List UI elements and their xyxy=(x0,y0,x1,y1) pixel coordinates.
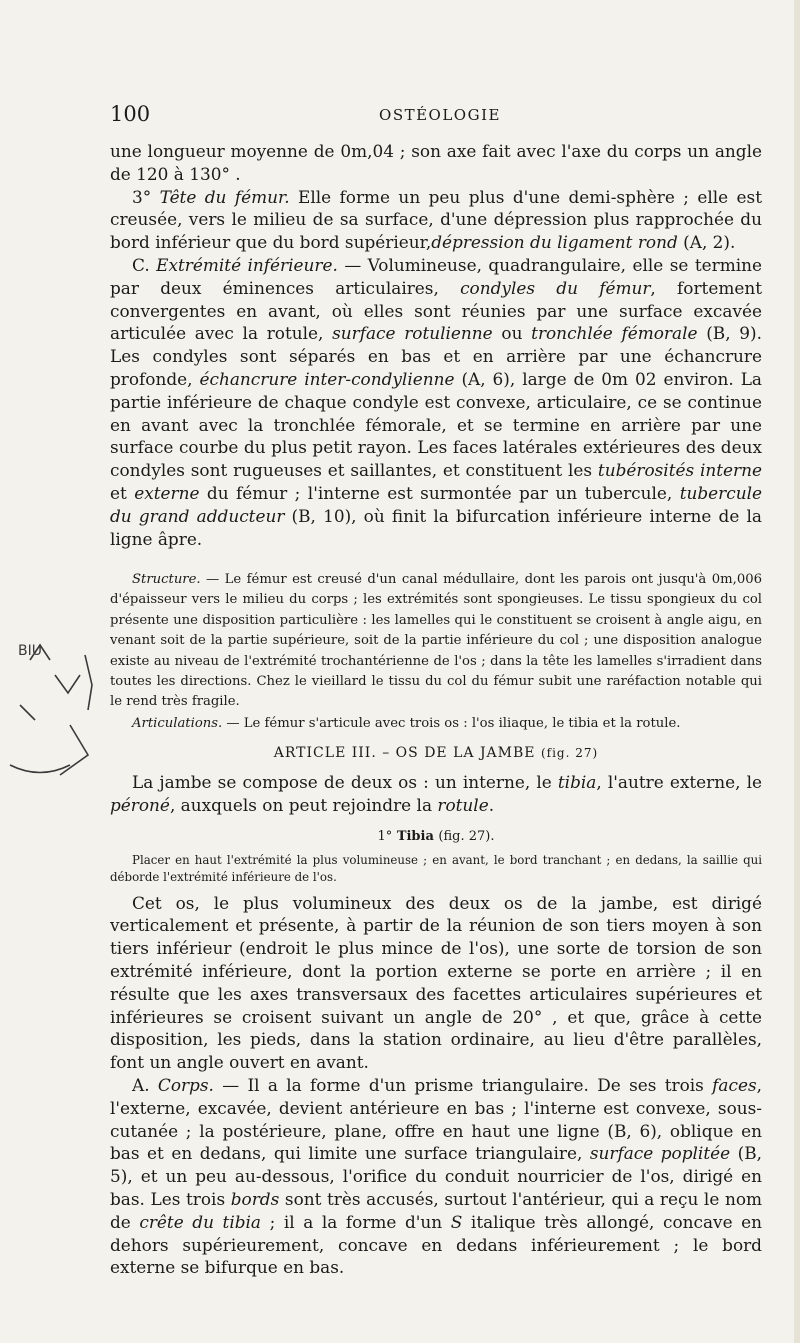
library-stamp-mark xyxy=(0,615,100,780)
text-block-upper xyxy=(110,140,762,550)
page-header xyxy=(110,102,770,130)
section-title: Corps. xyxy=(157,1074,214,1095)
paragraph-jambe: La jambe se compose de deux os : un interne, le tibia, l'autre externe, le péroné, auxquels on peut rejoindre la rotule. xyxy=(110,772,763,815)
page-number: 100 xyxy=(110,102,151,126)
paragraph-cet-os: Cet os, le plus volumineux des deux os de la jambe, est dirigé verticalement et présente, à partir de la réunion de son tiers moyen à son tiers inférieur (endroit le plus mince de l'os), une sorte de torsion de son extrémité inférieure, dont la portion externe se porte en arrière ; il en résulte que les axes transversaux des facettes articulaires supérieures et inférieures se croisent suivant un angle de 20° , et que, grâce à cette disposition, les pieds, dans la station ordinaire, au lieu d'être parallèles, font un angle ouvert en avant. xyxy=(110,892,762,1073)
text-block-small xyxy=(110,570,762,734)
paragraph-angle: une longueur moyenne de 0m,04 ; son axe fait avec l'axe du corps un angle de 120 à 130° . xyxy=(110,141,762,184)
tibia-heading: 1° Tibia (fig. 27). xyxy=(377,828,495,844)
paragraph-extremite-inferieure: C. Extrémité inférieure. — Volumineuse, quadrangulaire, elle se termine par deux éminences articulaires, condyles du fémur, fortement convergentes en avant, où elles sont réunies par une surface excavée articulée avec la rotule, surface rotulienne ou tronchlée fémorale (B, 9). Les condyles sont séparés en bas et en arrière par une échancrure profonde, échancrure inter-condylienne (A, 6), large de 0m 02 environ. La partie inférieure de chaque condyle est convexe, articulaire, ce se continue en avant avec la tronchlée fémorale, et se termine en arrière par une surface courbe du plus petit rayon. Les faces latérales extérieures des deux condyles sont rugueuses et saillantes, et constituent les tubérosités interne et externe du fémur ; l'interne est surmontée par un tubercule, tubercule du grand adducteur (B, 10), où finit la bifurcation inférieure interne de la ligne âpre. xyxy=(110,254,763,549)
placement-note: Placer en haut l'extrémité la plus volumineuse ; en avant, le bord tranchant ; en dedans, la saillie qui déborde l'extrémité inférieure de l'os. xyxy=(110,852,762,884)
stamp-text: BIU xyxy=(18,643,42,659)
section-title: Extrémité inférieure. xyxy=(156,254,338,275)
section-title: Tête du fémur. xyxy=(159,186,290,207)
paragraph-tete-du-femur: 3° Tête du fémur. Elle forme un peu plus d'une demi-sphère ; elle est creusée, vers le milieu de sa surface, d'une dépression plus rapprochée du bord inférieur que du bord supérieur,dépression du ligament rond (A, 2). xyxy=(110,186,762,253)
paragraph-corps: A. Corps. — Il a la forme d'un prisme triangulaire. De ses trois faces, l'externe, excavée, devient antérieure en bas ; l'interne est convexe, sous-cutanée ; la postérieure, plane, offre en haut une ligne (B, 6), oblique en bas et en dedans, qui limite une surface triangulaire, surface poplitée (B, 5), et un peu au-dessous, l'orifice du conduit nourricier de l'os, dirigé en bas. Les trois bords sont très accusés, surtout l'antérieur, qui a reçu le nom de crête du tibia ; il a la forme d'un S italique très allongé, concave en dehors supérieurement, concave en dedans inférieurement ; le bord externe se bifurque en bas. xyxy=(110,1074,763,1278)
section-title: Structure. xyxy=(132,572,201,587)
section-title: Articulations. xyxy=(132,715,223,731)
page-edge xyxy=(794,0,800,1343)
paragraph-structure: Structure. — Le fémur est creusé d'un canal médullaire, dont les parois ont jusqu'à 0m,006 d'épaisseur vers le milieu du corps ; les extrémités sont spongieuses. Le tissu spongieux du col présente une disposition particulière : les lamelles qui le constituent se croisent à angle aigu, en venant soit de la partie supérieure, soit de la partie inférieure du col ; une disposition analogue existe au niveau de l'extrémité trochantérienne de l'os ; dans la tête les lamelles s'irradient dans toutes les directions. Chez le vieillard le tissu du col du fémur subit une raréfaction notable qui le rend très fragile. xyxy=(110,572,762,710)
running-title: OSTÉOLOGIE xyxy=(379,106,501,124)
article-heading: ARTICLE III. – OS DE LA JAMBE (fig. 27) xyxy=(273,745,599,761)
article-block xyxy=(110,745,762,1279)
paragraph-articulations: Articulations. — Le fémur s'articule avec trois os : l'os iliaque, le tibia et la rotule. xyxy=(132,715,681,731)
